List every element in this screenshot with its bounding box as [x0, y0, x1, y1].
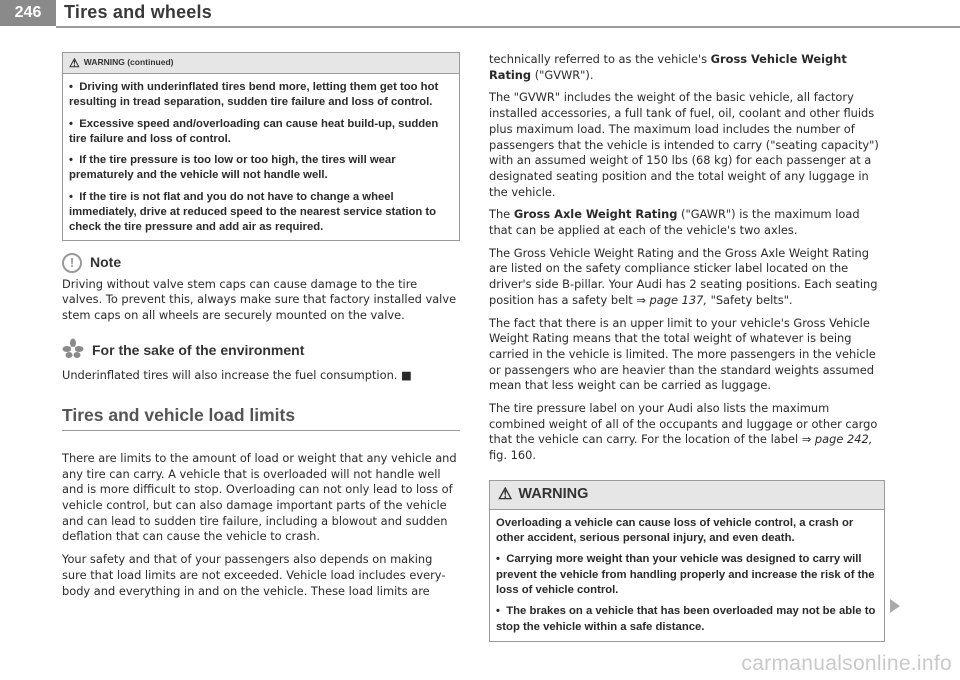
environment-text: Underinflated tires will also increase the fuel consumption. ■ [62, 368, 412, 383]
warning-continued-box [62, 52, 460, 241]
chapter-title: Tires and wheels [64, 2, 212, 22]
note-heading [62, 253, 460, 273]
watermark: carmanualsonline.info [741, 652, 952, 675]
page-number: 246 [0, 0, 56, 26]
continued-arrow-icon [890, 599, 900, 613]
environment-heading [62, 338, 460, 365]
page-reference-link[interactable]: ⇒ page 137, [636, 292, 707, 307]
paragraph-gvwr-definition: The "GVWR" includes the weight of the basic vehicle, all factory installed accessories, a full tank of fuel, oil, coolant and other fluids plus maximum load. The maximum load includes the number of passengers that the vehicle is intended to carry ("seating capacity") with an assumed weight of 150 lbs (68 kg) for each passenger at a designated seating position and the total weight of any luggage in the vehicle. [489, 90, 879, 199]
section-heading: Tires and vehicle load limits [62, 408, 460, 431]
paragraph-gvwr-intro: technically referred to as the vehicle's Gross Vehicle Weight Rating ("GVWR"). [489, 52, 847, 82]
left-column [62, 52, 460, 606]
warning-item: • If the tire is not flat and you do not have to change a wheel immediately, drive at reduced speed to the nearest service station to check the tire pressure and add air as required. [69, 190, 437, 234]
right-column [489, 52, 885, 642]
paragraph-upper-limit: The fact that there is an upper limit to your vehicle's Gross Vehicle Weight Rating means that the total weight of whatever is being carried in the vehicle is limited. The more passengers in the vehicle or passengers who are heavier than the standard weights assumed mean that less weight can be carried as luggage. [489, 315, 876, 393]
warning-item: • If the tire pressure is too low or too high, the tires will wear prematurely and the vehicle will not handle well. [69, 154, 396, 182]
warning-item: • Driving with underinflated tires bend more, letting them get too hot resulting in tread separation, sudden tire failure and loss of control. [69, 81, 439, 109]
header-rule [56, 26, 960, 28]
paragraph-gawr: The Gross Axle Weight Rating ("GAWR") is the maximum load that can be applied at each of the vehicle's two axles. [489, 207, 860, 238]
warning-item: • Carrying more weight than your vehicle was designed to carry will prevent the vehicle from handling properly and increase the risk of the loss of vehicle control. [496, 553, 875, 597]
warning-triangle-icon: ⚠ [498, 485, 513, 503]
warning-intro: Overloading a vehicle can cause loss of vehicle control, a crash or other accident, serious personal injury, and even death. [496, 516, 854, 545]
warning-item: • Excessive speed and/overloading can cause heat build-up, sudden tire failure and loss of control. [69, 117, 439, 145]
warning-header [490, 480, 884, 510]
section-paragraph: There are limits to the amount of load or weight that any vehicle and any tire can carry. A vehicle that is overloaded will not handle well and is more difficult to stop. Overloading can not only lead to loss of vehicle control, but can also damage important parts of the vehicle and can lead to sudden tire failure, including a blowout and sudden deflation that can cause the vehicle to crash. [62, 450, 457, 544]
warning-continued-body [63, 74, 459, 240]
warning-body [490, 510, 884, 641]
warning-box [489, 480, 885, 642]
paragraph-tire-pressure-label: The tire pressure label on your Audi also lists the maximum combined weight of all of the occupants and luggage or other cargo that the vehicle can carry. For the location of the label ⇒ page 242, fig. 160. [489, 401, 878, 463]
note-info-icon: ! [62, 253, 82, 273]
section-paragraph: Your safety and that of your passengers also depends on making sure that load limits are not exceeded. Vehicle load includes every-body and everything in and on the vehicle. These load limits are [62, 552, 446, 598]
warning-label: WARNING [518, 486, 589, 503]
warning-triangle-icon: ⚠ [69, 56, 80, 70]
environment-leaf-icon [62, 338, 84, 365]
paragraph-sticker-label: The Gross Vehicle Weight Rating and the Gross Axle Weight Rating are listed on the safety compliance sticker label located on the driver's side B-pillar. Your Audi has 2 seating positions. Each seating position has a safety belt ⇒ page 137, "Safety belts". [489, 245, 878, 307]
note-title: Note [90, 253, 122, 270]
warning-continued-header [63, 52, 459, 74]
warning-item: • The brakes on a vehicle that has been overloaded may not be able to stop the vehicle within a safe distance. [496, 605, 876, 633]
note-text: Driving without valve stem caps can cause damage to the tire valves. To prevent this, always make sure that factory installed valve stem caps on all wheels are securely mounted on the valve. [62, 276, 457, 323]
page-reference-link[interactable]: ⇒ page 242, [801, 432, 873, 447]
warning-continued-label: WARNING (continued) [83, 57, 174, 68]
environment-title: For the sake of the environment [92, 342, 305, 359]
